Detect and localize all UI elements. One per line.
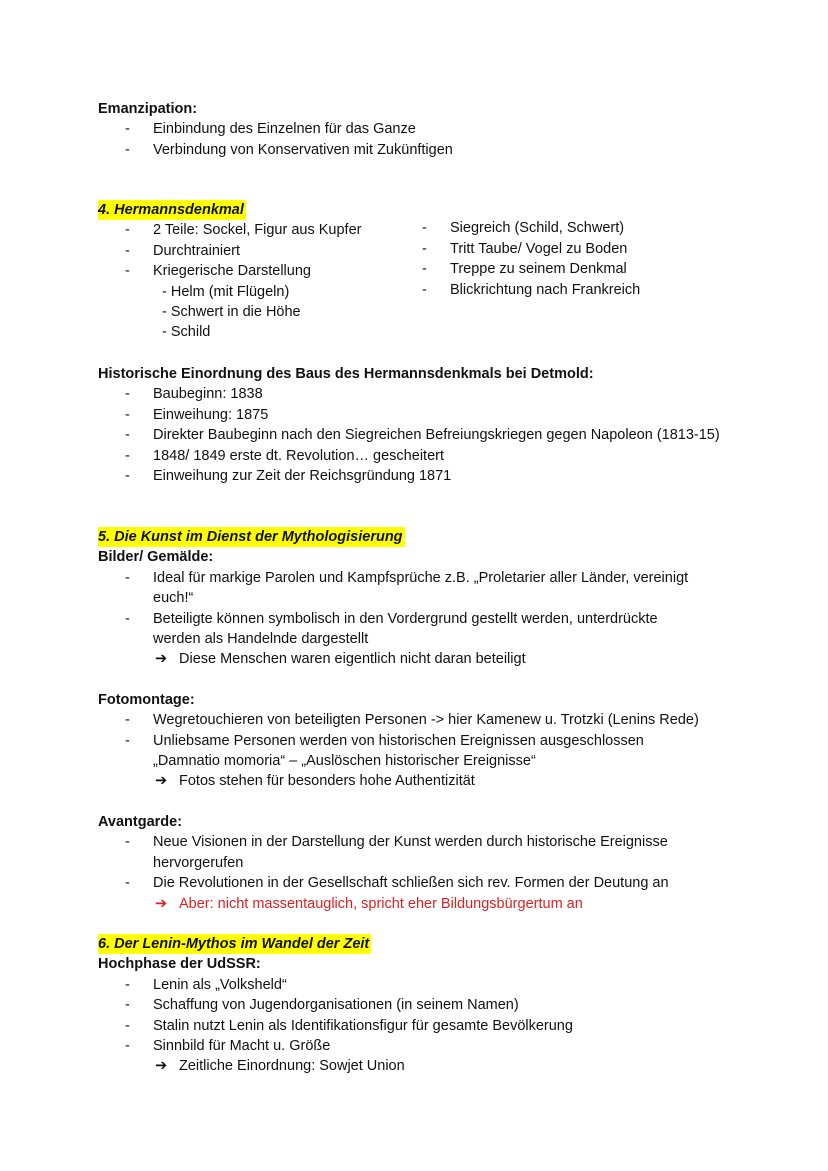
arrow-right-icon: ➔ [155, 895, 168, 912]
kunst-heading: 5. Die Kunst im Dienst der Mythologisierung [98, 527, 405, 547]
list-item: - 2 Teile: Sockel, Figur aus Kupfer [98, 220, 420, 240]
list-item: - Wegretouchieren von beteiligten Personen -> hier Kamenew u. Trotzki (Lenins Rede) [98, 710, 738, 730]
hermann-sub-item: - Helm (mit Flügeln) [162, 283, 290, 300]
lenin-arrow-text: Zeitliche Einordnung: Sowjet Union [179, 1058, 405, 1075]
list-item: - Direkter Baubeginn nach den Siegreichen Befreiungskriegen gegen Napoleon (1813-15) [98, 425, 723, 445]
hermann-left-list [98, 220, 420, 281]
avantgarde-heading: Avantgarde: [98, 813, 183, 830]
avantgarde-conclusion [98, 894, 738, 914]
list-item: - Blickrichtung nach Frankreich [420, 280, 738, 300]
arrow-right-icon: ➔ [155, 773, 168, 790]
hermann-sub-item: - Schild [162, 324, 211, 341]
bilder-heading: Bilder/ Gemälde: [98, 549, 214, 566]
list-item: - Schaffung von Jugendorganisationen (in seinem Namen) [98, 995, 738, 1015]
foto-heading: Fotomontage: [98, 691, 195, 708]
list-item: - Lenin als „Volksheld“ [98, 975, 738, 995]
list-item: - Tritt Taube/ Vogel zu Boden [420, 239, 738, 259]
historisch-list [98, 384, 738, 486]
list-item: - Einweihung: 1875 [98, 405, 738, 425]
list-item: - Verbindung von Konservativen mit Zukünftigen [98, 140, 738, 160]
hermann-right-column [420, 218, 738, 342]
list-item: - Einweihung zur Zeit der Reichsgründung 1871 [98, 466, 738, 486]
list-item: - Kriegerische Darstellung [98, 261, 420, 281]
list-item: - Treppe zu seinem Denkmal [420, 259, 738, 279]
lenin-subheading: Hochphase der UdSSR: [98, 956, 261, 973]
list-item: - Einbindung des Einzelnen für das Ganze [98, 119, 738, 139]
emanzipation-list [98, 119, 738, 160]
avantgarde-arrow-text: Aber: nicht massentauglich, spricht eher Bildungsbürgertum an [179, 895, 583, 912]
lenin-list [98, 975, 738, 1057]
list-item: - Sinnbild für Macht u. Größe [98, 1036, 738, 1056]
section-emanzipation [98, 99, 738, 160]
hermann-columns [98, 220, 738, 342]
list-item: - Siegreich (Schild, Schwert) [420, 218, 738, 238]
hermann-sub-item: - Schwert in die Höhe [162, 304, 301, 321]
hermann-left-column [98, 220, 420, 342]
list-item: - Ideal für markige Parolen und Kampfsprüche z.B. „Proletarier aller Länder, vereinigt euch!“ [98, 568, 723, 609]
foto-arrow-text: Fotos stehen für besonders hohe Authentizität [179, 773, 475, 790]
list-item: - Baubeginn: 1838 [98, 384, 738, 404]
arrow-right-icon: ➔ [155, 1058, 168, 1075]
list-item: - 1848/ 1849 erste dt. Revolution… gescheitert [98, 446, 738, 466]
section-historische-einordnung [98, 364, 738, 486]
list-item: - Beteiligte können symbolisch in den Vordergrund gestellt werden, unterdrückte werden als Handelnde dargestellt [98, 609, 698, 650]
bilder-conclusion [98, 649, 738, 669]
list-item: - Unliebsame Personen werden von historischen Ereignissen ausgeschlossen „Damnatio momoria“ – „Auslöschen historischer Ereignisse“ [98, 731, 673, 772]
section-kunst [98, 527, 738, 914]
list-item: - Neue Visionen in der Darstellung der Kunst werden durch historische Ereignisse hervorgerufen [98, 832, 698, 873]
list-item: - Stalin nutzt Lenin als Identifikationsfigur für gesamte Bevölkerung [98, 1016, 738, 1036]
emanzipation-heading: Emanzipation: [98, 101, 198, 117]
lenin-heading: 6. Der Lenin-Mythos im Wandel der Zeit [98, 934, 371, 954]
section-hermannsdenkmal [98, 200, 738, 343]
bilder-list [98, 568, 738, 650]
hermann-heading: 4. Hermannsdenkmal [98, 200, 246, 220]
lenin-conclusion [98, 1056, 738, 1076]
historisch-heading: Historische Einordnung des Baus des Hermannsdenkmals bei Detmold: [98, 366, 594, 382]
avantgarde-list [98, 832, 738, 893]
hermann-right-list [420, 218, 738, 300]
section-lenin [98, 934, 738, 1077]
foto-conclusion [98, 771, 738, 791]
list-item: - Durchtrainiert [98, 241, 420, 261]
list-item: - Die Revolutionen in der Gesellschaft schließen sich rev. Formen der Deutung an [98, 873, 738, 893]
bilder-arrow-text: Diese Menschen waren eigentlich nicht daran beteiligt [179, 651, 526, 668]
arrow-right-icon: ➔ [155, 651, 168, 668]
foto-list [98, 710, 738, 771]
